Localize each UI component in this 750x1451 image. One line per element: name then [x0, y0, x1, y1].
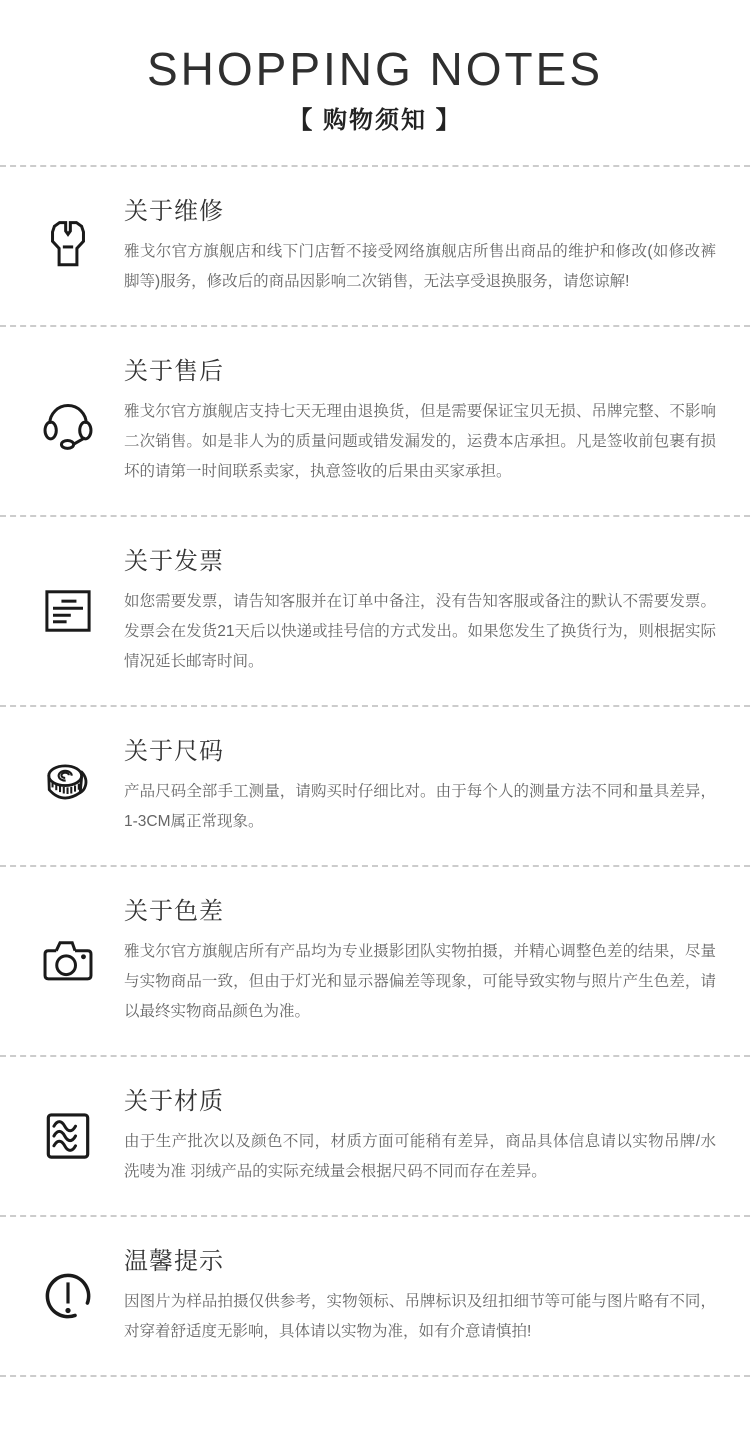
section-material [0, 1057, 750, 1217]
section-invoice [0, 517, 750, 707]
page-title: SHOPPING NOTES [146, 43, 604, 95]
wrench-icon [38, 216, 98, 276]
section-body: 由于生产批次以及颜色不同，材质方面可能稍有差异，商品具体信息请以实物吊牌/水洗唛为准 羽绒产品的实际充绒量会根据尺码不同而存在差异。 [124, 1133, 716, 1180]
section-content [124, 195, 716, 297]
section-heading: 关于发票 [124, 548, 224, 575]
alert-icon [38, 1266, 98, 1326]
tape-measure-icon [38, 756, 98, 816]
section-content [124, 1085, 716, 1187]
camera-icon [38, 931, 98, 991]
section-heading: 关于材质 [124, 1088, 224, 1115]
section-body: 雅戈尔官方旗舰店和线下门店暂不接受网络旗舰店所售出商品的维护和修改(如修改裤脚等)服务，修改后的商品因影响二次销售，无法享受退换服务，请您谅解! [124, 243, 716, 290]
section-heading: 温馨提示 [124, 1248, 224, 1275]
section-content [124, 1245, 716, 1347]
section-tips [0, 1217, 750, 1377]
section-body: 产品尺码全部手工测量，请购买时仔细比对。由于每个人的测量方法不同和量具差异，1-3CM属正常现象。 [124, 783, 716, 830]
section-aftersales [0, 327, 750, 517]
page-footer [0, 1377, 750, 1451]
fabric-icon [38, 1106, 98, 1166]
section-content [124, 355, 716, 487]
section-content [124, 735, 716, 837]
section-body: 雅戈尔官方旗舰店支持七天无理由退换货，但是需要保证宝贝无损、吊牌完整、不影响二次销售。如是非人为的质量问题或错发漏发的，运费本店承担。凡是签收前包裹有损坏的请第一时间联系卖家，执意签收的后果由买家承担。 [124, 403, 716, 480]
section-body: 雅戈尔官方旗舰店所有产品均为专业摄影团队实物拍摄，并精心调整色差的结果，尽量与实物商品一致，但由于灯光和显示器偏差等现象，可能导致实物与照片产生色差，请以最终实物商品颜色为准。 [124, 943, 716, 1020]
page-header [0, 0, 750, 167]
section-body: 因图片为样品拍摄仅供参考，实物领标、吊牌标识及纽扣细节等可能与图片略有不同，对穿着舒适度无影响，具体请以实物为准，如有介意请慎拍! [124, 1293, 716, 1340]
invoice-icon [38, 581, 98, 641]
headset-icon [38, 391, 98, 451]
section-repairs [0, 167, 750, 327]
section-content [124, 895, 716, 1027]
section-heading: 关于色差 [124, 898, 224, 925]
section-content [124, 545, 716, 677]
section-sizing [0, 707, 750, 867]
section-color-difference [0, 867, 750, 1057]
section-heading: 关于售后 [124, 358, 224, 385]
section-heading: 关于尺码 [124, 738, 224, 765]
section-body: 如您需要发票，请告知客服并在订单中备注，没有告知客服或备注的默认不需要发票。发票会在发货21天后以快递或挂号信的方式发出。如果您发生了换货行为，则根据实际情况延长邮寄时间。 [124, 593, 716, 670]
page-subtitle: 【 购物须知 】 [288, 107, 462, 134]
section-heading: 关于维修 [124, 198, 224, 225]
